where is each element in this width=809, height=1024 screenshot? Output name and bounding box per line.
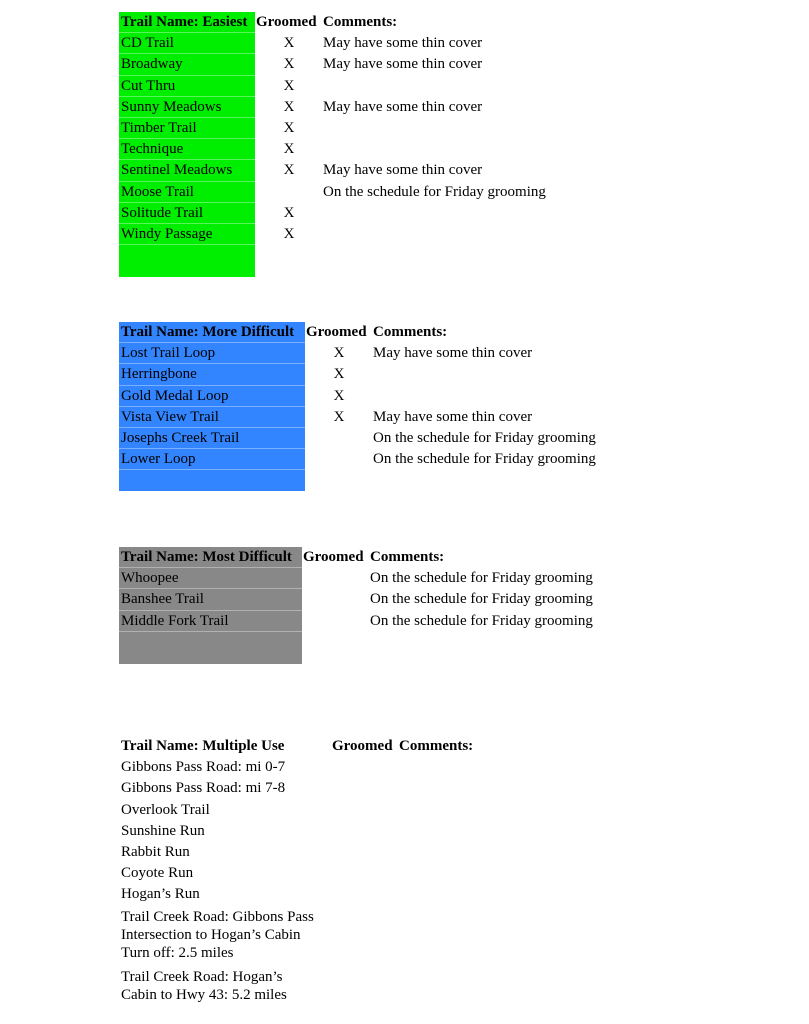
groomed-mark: X: [333, 408, 345, 425]
trail-name: Sunshine Run: [121, 822, 205, 839]
groomed-mark: X: [283, 77, 295, 94]
more-difficult-trails-table: [119, 322, 596, 491]
more-difficult-filler-cell: [119, 470, 305, 491]
trail-name: Broadway: [119, 54, 255, 75]
trail-name: Whoopee: [119, 568, 302, 589]
table-row: [119, 54, 483, 75]
most-difficult-rows: [119, 568, 593, 664]
groomed-mark: X: [283, 56, 295, 73]
table-row: [119, 139, 295, 160]
trail-name: Moose Trail: [119, 182, 255, 203]
table-row: [119, 343, 533, 364]
groomed-mark: X: [333, 366, 345, 383]
table-row: [119, 386, 345, 407]
easiest-trails-table: [119, 12, 546, 277]
table-row: [119, 33, 483, 54]
trail-comment: On the schedule for Friday grooming: [370, 570, 593, 587]
trail-name: Technique: [119, 139, 255, 160]
trail-name: Overlook Trail: [121, 801, 210, 818]
more-difficult-name-header: Trail Name: More Difficult: [119, 322, 305, 343]
most-difficult-trails-table: [119, 547, 593, 664]
groomed-mark: X: [283, 141, 295, 158]
table-row: [119, 589, 593, 610]
most-difficult-filler-cell: [119, 632, 302, 664]
trail-name: CD Trail: [119, 33, 255, 54]
groomed-mark: X: [283, 35, 295, 52]
trail-name: Solitude Trail: [119, 203, 255, 224]
trail-comment: May have some thin cover: [323, 56, 483, 73]
table-row: [119, 364, 345, 385]
trail-name: Lost Trail Loop: [119, 343, 305, 364]
table-row: [119, 407, 533, 428]
groomed-mark: X: [333, 345, 345, 362]
trail-comment: On the schedule for Friday grooming: [373, 429, 596, 446]
multiple-use-name-header: Trail Name: Multiple Use: [121, 738, 285, 754]
more-difficult-groomed-header: Groomed: [306, 324, 367, 340]
easiest-groomed-header: Groomed: [256, 14, 317, 30]
more-difficult-comments-header: Comments:: [373, 324, 448, 340]
multiple-use-groomed-header: Groomed: [332, 738, 393, 754]
trail-name: Josephs Creek Trail: [119, 428, 305, 449]
table-row: [119, 118, 295, 139]
trail-name: Trail Creek Road: Hogan’s Cabin to Hwy 43: 5.2 miles: [121, 968, 287, 1003]
groomed-mark: X: [283, 204, 295, 221]
trail-name: Timber Trail: [119, 118, 255, 139]
more-difficult-header-row: [119, 322, 448, 343]
groomed-mark: X: [283, 162, 295, 179]
trail-comment: On the schedule for Friday grooming: [370, 591, 593, 608]
trail-name: Gibbons Pass Road: mi 7-8: [121, 780, 286, 797]
table-row: [119, 160, 483, 181]
table-row: [119, 224, 295, 245]
more-difficult-rows: [119, 343, 596, 491]
easiest-rows: [119, 33, 546, 277]
trail-name: Sentinel Meadows: [119, 160, 255, 181]
trail-comment: May have some thin cover: [323, 35, 483, 52]
trail-comment: On the schedule for Friday grooming: [370, 612, 593, 629]
most-difficult-header-row: [119, 547, 445, 568]
trail-name: Gibbons Pass Road: mi 0-7: [121, 759, 286, 776]
trail-comment: May have some thin cover: [373, 345, 533, 362]
easiest-header-row: [119, 12, 398, 33]
table-row: [119, 449, 596, 470]
most-difficult-comments-header: Comments:: [370, 549, 445, 565]
table-row: [119, 76, 295, 97]
easiest-name-header: Trail Name: Easiest: [119, 12, 255, 33]
table-row: [119, 182, 546, 203]
table-row: [119, 428, 596, 449]
trail-comment: May have some thin cover: [373, 408, 533, 425]
trail-name: Sunny Meadows: [119, 97, 255, 118]
groomed-mark: X: [333, 387, 345, 404]
trail-name: Coyote Run: [121, 865, 194, 882]
groomed-mark: X: [283, 98, 295, 115]
trail-name: Lower Loop: [119, 449, 305, 470]
easiest-filler-cell: [119, 245, 255, 277]
trail-name: Windy Passage: [119, 224, 255, 245]
trail-name: Herringbone: [119, 364, 305, 385]
trail-name: Rabbit Run: [121, 843, 190, 860]
easiest-comments-header: Comments:: [323, 14, 398, 30]
trail-name: Trail Creek Road: Gibbons Pass Intersection to Hogan’s Cabin Turn off: 2.5 miles: [121, 908, 314, 961]
table-row: [119, 203, 295, 224]
trail-name: Vista View Trail: [119, 407, 305, 428]
trail-name: Cut Thru: [119, 76, 255, 97]
table-row: [119, 611, 593, 632]
most-difficult-groomed-header: Groomed: [303, 549, 364, 565]
table-row: [119, 97, 483, 118]
most-difficult-name-header: Trail Name: Most Difficult: [119, 547, 302, 568]
groomed-mark: X: [283, 225, 295, 242]
table-row: [119, 568, 593, 589]
trail-name: Gold Medal Loop: [119, 386, 305, 407]
multiple-use-comments-header: Comments:: [399, 738, 474, 754]
trail-name: Middle Fork Trail: [119, 611, 302, 632]
trail-comment: May have some thin cover: [323, 162, 483, 179]
groomed-mark: X: [283, 119, 295, 136]
trail-name: Banshee Trail: [119, 589, 302, 610]
trail-comment: On the schedule for Friday grooming: [323, 183, 546, 200]
trail-comment: On the schedule for Friday grooming: [373, 451, 596, 468]
trail-name: Hogan’s Run: [121, 886, 200, 903]
trail-comment: May have some thin cover: [323, 98, 483, 115]
